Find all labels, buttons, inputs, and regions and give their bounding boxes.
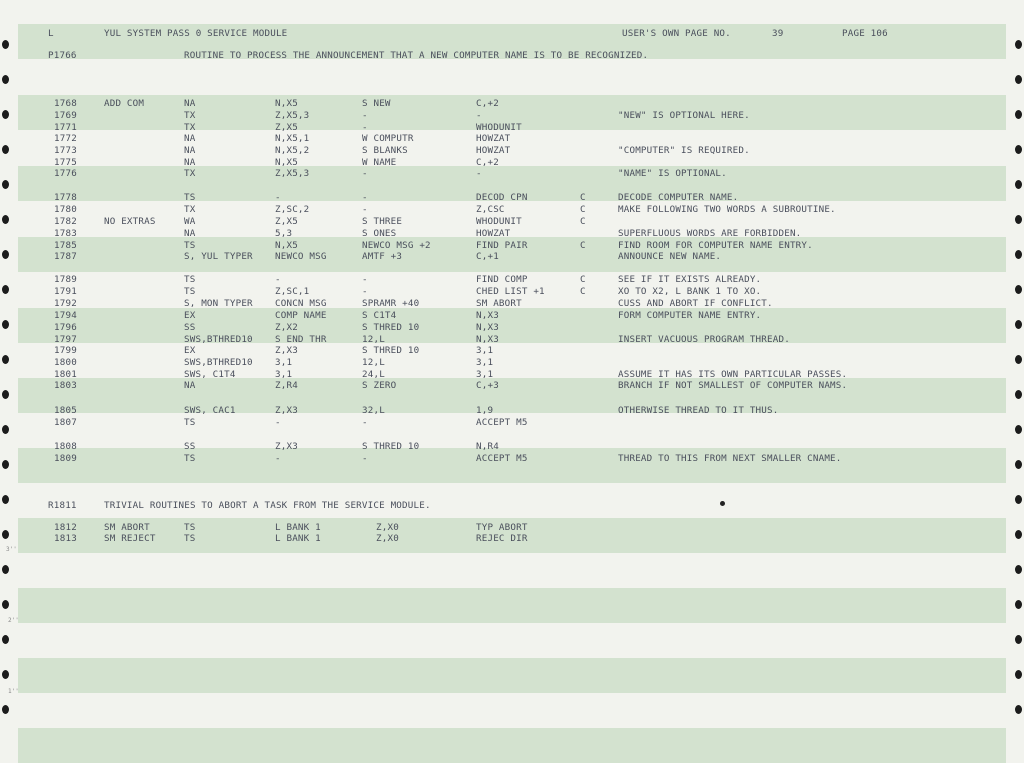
row-operand-c: 3,1: [476, 369, 494, 380]
row-flag: C: [580, 192, 586, 203]
row-operand-b: -: [362, 453, 368, 464]
row-operand-b: S THRED 10: [362, 441, 420, 452]
row-operand-c: HOWZAT: [476, 228, 511, 239]
row-operand-a: Z,SC,1: [275, 286, 310, 297]
row-operand-a: Z,X3: [275, 405, 298, 416]
line-number: 1796: [54, 322, 77, 333]
line-number: 1805: [54, 405, 77, 416]
row-operand-b: S NEW: [362, 98, 391, 109]
line-number: 1783: [54, 228, 77, 239]
row-operand-a: Z,X5: [275, 122, 298, 133]
row-comment: FIND ROOM FOR COMPUTER NAME ENTRY.: [618, 240, 813, 251]
line-number: 1799: [54, 345, 77, 356]
row-operand-b: 32,L: [362, 405, 385, 416]
row-operand-b: S THRED 10: [362, 345, 420, 356]
row-op: TS: [184, 533, 196, 544]
row-operand-a: 3,1: [275, 357, 293, 368]
row-op: TS: [184, 453, 196, 464]
row-flag: C: [580, 240, 586, 251]
row-operand-b: 12,L: [362, 334, 385, 345]
row-op: TS: [184, 417, 196, 428]
row-operand-c: HOWZAT: [476, 133, 511, 144]
section-title: TRIVIAL ROUTINES TO ABORT A TASK FROM THE SERVICE MODULE.: [104, 500, 431, 511]
row-operand-c: -: [476, 168, 482, 179]
row-operand-b: Z,X0: [376, 533, 399, 544]
row-operand-c: 3,1: [476, 345, 494, 356]
line-number: 1813: [54, 533, 77, 544]
row-operand-b: S C1T4: [362, 310, 397, 321]
line-number: 1801: [54, 369, 77, 380]
row-operand-b: S BLANKS: [362, 145, 408, 156]
line-number: 1797: [54, 334, 77, 345]
line-number: 1778: [54, 192, 77, 203]
row-comment: SUPERFLUOUS WORDS ARE FORBIDDEN.: [618, 228, 802, 239]
row-comment: ANNOUNCE NEW NAME.: [618, 251, 722, 262]
row-operand-a: COMP NAME: [275, 310, 327, 321]
row-op: SS: [184, 441, 196, 452]
row-flag: C: [580, 216, 586, 227]
row-operand-a: Z,X3: [275, 441, 298, 452]
row-op: NA: [184, 145, 196, 156]
row-comment: XO TO X2, L BANK 1 TO XO.: [618, 286, 762, 297]
row-op: TX: [184, 204, 196, 215]
row-operand-c: ACCEPT M5: [476, 417, 528, 428]
row-operand-c: ACCEPT M5: [476, 453, 528, 464]
header-page-label: USER'S OWN PAGE NO.: [622, 28, 731, 39]
row-flag: C: [580, 204, 586, 215]
line-number: 1776: [54, 168, 77, 179]
row-operand-b: S ZERO: [362, 380, 397, 391]
row-operand-a: 3,1: [275, 369, 293, 380]
row-op: NA: [184, 228, 196, 239]
line-number: 1808: [54, 441, 77, 452]
row-op: NA: [184, 133, 196, 144]
row-operand-b: -: [362, 274, 368, 285]
section-title: ROUTINE TO PROCESS THE ANNOUNCEMENT THAT A NEW COMPUTER NAME IS TO BE RECOGNIZED.: [184, 50, 649, 61]
row-operand-b: S THREE: [362, 216, 403, 227]
row-comment: MAKE FOLLOWING TWO WORDS A SUBROUTINE.: [618, 204, 836, 215]
row-op: TX: [184, 122, 196, 133]
row-operand-c: N,R4: [476, 441, 499, 452]
row-comment: CUSS AND ABORT IF CONFLICT.: [618, 298, 773, 309]
line-number: 1794: [54, 310, 77, 321]
line-number: 1792: [54, 298, 77, 309]
row-operand-b: AMTF +3: [362, 251, 403, 262]
line-number: 1768: [54, 98, 77, 109]
row-operand-a: Z,X5: [275, 216, 298, 227]
green-band: [18, 378, 1006, 413]
row-operand-b: W COMPUTR: [362, 133, 414, 144]
row-operand-c: C,+2: [476, 157, 499, 168]
row-op: TS: [184, 286, 196, 297]
row-op: SWS,BTHRED10: [184, 334, 253, 345]
row-operand-b: -: [362, 286, 368, 297]
ink-dot: [720, 501, 725, 506]
row-flag: C: [580, 274, 586, 285]
row-operand-c: -: [476, 110, 482, 121]
line-number: 1771: [54, 122, 77, 133]
row-operand-c: TYP ABORT: [476, 522, 528, 533]
row-op: NA: [184, 157, 196, 168]
line-number: 1773: [54, 145, 77, 156]
row-op: NA: [184, 380, 196, 391]
row-operand-b: -: [362, 417, 368, 428]
row-operand-c: HOWZAT: [476, 145, 511, 156]
row-operand-a: Z,X2: [275, 322, 298, 333]
row-operand-a: -: [275, 192, 281, 203]
header-title: YUL SYSTEM PASS 0 SERVICE MODULE: [104, 28, 288, 39]
row-operand-a: N,X5: [275, 98, 298, 109]
green-band: [18, 308, 1006, 343]
row-op: S, MON TYPER: [184, 298, 253, 309]
row-comment: SEE IF IT EXISTS ALREADY.: [618, 274, 762, 285]
row-operand-a: -: [275, 274, 281, 285]
row-operand-a: -: [275, 453, 281, 464]
row-operand-c: C,+2: [476, 98, 499, 109]
row-op: NA: [184, 98, 196, 109]
margin-mark: 3'': [6, 546, 17, 553]
line-number: 1791: [54, 286, 77, 297]
row-op: EX: [184, 310, 196, 321]
header-page-no: 39: [772, 28, 784, 39]
line-number: 1775: [54, 157, 77, 168]
row-operand-a: Z,R4: [275, 380, 298, 391]
line-number: 1789: [54, 274, 77, 285]
row-operand-b: 24,L: [362, 369, 385, 380]
row-operand-a: L BANK 1: [275, 522, 321, 533]
margin-mark: 2'': [8, 617, 19, 624]
row-label: ADD COM: [104, 98, 145, 109]
row-operand-a: N,X5,2: [275, 145, 310, 156]
row-operand-a: N,X5,1: [275, 133, 310, 144]
green-band: [18, 728, 1006, 763]
row-operand-c: WHODUNIT: [476, 216, 522, 227]
row-operand-b: W NAME: [362, 157, 397, 168]
row-comment: "NEW" IS OPTIONAL HERE.: [618, 110, 750, 121]
row-operand-a: Z,X5,3: [275, 168, 310, 179]
row-operand-c: WHODUNIT: [476, 122, 522, 133]
row-op: WA: [184, 216, 196, 227]
row-operand-b: 12,L: [362, 357, 385, 368]
row-op: EX: [184, 345, 196, 356]
row-operand-c: N,X3: [476, 310, 499, 321]
row-operand-a: 5,3: [275, 228, 293, 239]
row-operand-b: S ONES: [362, 228, 397, 239]
row-operand-c: Z,CSC: [476, 204, 505, 215]
row-comment: FORM COMPUTER NAME ENTRY.: [618, 310, 762, 321]
row-op: TS: [184, 192, 196, 203]
row-op: SWS,BTHRED10: [184, 357, 253, 368]
row-operand-a: N,X5: [275, 240, 298, 251]
line-number: 1807: [54, 417, 77, 428]
section-id: R1811: [48, 500, 77, 511]
row-operand-c: REJEC DIR: [476, 533, 528, 544]
row-op: SWS, CAC1: [184, 405, 236, 416]
row-op: TX: [184, 110, 196, 121]
row-label: NO EXTRAS: [104, 216, 156, 227]
row-operand-b: S THRED 10: [362, 322, 420, 333]
row-op: TX: [184, 168, 196, 179]
row-operand-a: S END THR: [275, 334, 327, 345]
row-operand-b: -: [362, 168, 368, 179]
line-number: 1785: [54, 240, 77, 251]
row-operand-a: -: [275, 417, 281, 428]
row-operand-b: -: [362, 110, 368, 121]
line-number: 1812: [54, 522, 77, 533]
row-label: SM ABORT: [104, 522, 150, 533]
row-operand-a: NEWCO MSG: [275, 251, 327, 262]
line-number: 1780: [54, 204, 77, 215]
row-operand-b: -: [362, 192, 368, 203]
row-operand-a: N,X5: [275, 157, 298, 168]
row-operand-c: DECOD CPN: [476, 192, 528, 203]
line-number: 1769: [54, 110, 77, 121]
line-number: 1782: [54, 216, 77, 227]
row-operand-c: 1,9: [476, 405, 494, 416]
green-band: [18, 658, 1006, 693]
row-comment: "NAME" IS OPTIONAL.: [618, 168, 727, 179]
row-operand-b: -: [362, 204, 368, 215]
line-number: 1803: [54, 380, 77, 391]
row-comment: ASSUME IT HAS ITS OWN PARTICULAR PASSES.: [618, 369, 848, 380]
row-operand-b: -: [362, 122, 368, 133]
row-comment: BRANCH IF NOT SMALLEST OF COMPUTER NAMS.: [618, 380, 848, 391]
row-operand-c: FIND COMP: [476, 274, 528, 285]
row-op: TS: [184, 240, 196, 251]
row-comment: INSERT VACUOUS PROGRAM THREAD.: [618, 334, 790, 345]
header-page: PAGE 106: [842, 28, 888, 39]
row-operand-a: Z,SC,2: [275, 204, 310, 215]
row-op: TS: [184, 274, 196, 285]
row-operand-b: Z,X0: [376, 522, 399, 533]
line-number: 1800: [54, 357, 77, 368]
row-operand-c: CHED LIST +1: [476, 286, 545, 297]
row-op: SWS, C1T4: [184, 369, 236, 380]
row-flag: C: [580, 286, 586, 297]
row-comment: THREAD TO THIS FROM NEXT SMALLER CNAME.: [618, 453, 842, 464]
header-mark: L: [48, 28, 54, 39]
row-operand-a: CONCN MSG: [275, 298, 327, 309]
line-number: 1787: [54, 251, 77, 262]
row-label: SM REJECT: [104, 533, 156, 544]
row-op: SS: [184, 322, 196, 333]
row-comment: "COMPUTER" IS REQUIRED.: [618, 145, 750, 156]
row-comment: OTHERWISE THREAD TO IT THUS.: [618, 405, 779, 416]
row-op: TS: [184, 522, 196, 533]
row-comment: DECODE COMPUTER NAME.: [618, 192, 739, 203]
row-operand-a: Z,X3: [275, 345, 298, 356]
line-number: 1772: [54, 133, 77, 144]
line-number: 1809: [54, 453, 77, 464]
row-operand-c: N,X3: [476, 334, 499, 345]
row-operand-b: SPRAMR +40: [362, 298, 420, 309]
row-operand-c: FIND PAIR: [476, 240, 528, 251]
row-operand-c: SM ABORT: [476, 298, 522, 309]
margin-mark: 1'': [8, 688, 19, 695]
row-operand-a: L BANK 1: [275, 533, 321, 544]
green-band: [18, 588, 1006, 623]
section-id: P1766: [48, 50, 77, 61]
row-operand-b: NEWCO MSG +2: [362, 240, 431, 251]
row-op: S, YUL TYPER: [184, 251, 253, 262]
row-operand-c: C,+1: [476, 251, 499, 262]
row-operand-c: C,+3: [476, 380, 499, 391]
row-operand-c: 3,1: [476, 357, 494, 368]
row-operand-a: Z,X5,3: [275, 110, 310, 121]
row-operand-c: N,X3: [476, 322, 499, 333]
